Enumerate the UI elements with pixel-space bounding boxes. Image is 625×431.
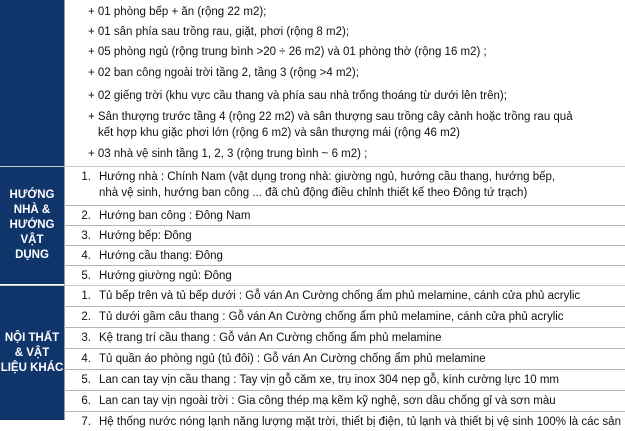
table-row: 5. Hướng giường ngủ: Đông bbox=[81, 269, 232, 282]
table-row: 4. Hướng cầu thang: Đông bbox=[81, 249, 223, 262]
table-row: 4. Tủ quần áo phòng ngủ (tủ đôi) : Gỗ ván An Cường chống ẩm phủ melamine bbox=[81, 352, 486, 365]
list-item: + 01 phòng bếp + ăn (rộng 22 m2); bbox=[88, 6, 267, 18]
list-item: + 02 giếng trời (khu vực cầu thang và phía sau nhà trống thoáng từ dưới lên trên); bbox=[88, 90, 507, 102]
table-row: 3. Kệ trang trí cầu thang : Gỗ ván An Cường chống ẩm phủ melamine bbox=[81, 331, 442, 344]
table-row: 1. Hướng nhà : Chính Nam (vật dụng trong nhà: giường ngủ, hướng cầu thang, hướng bếp, nhà vệ sinh, hướng ban công ... đã chủ động điều chỉnh thiết kế theo Đông tứ trạch) bbox=[81, 171, 556, 199]
top-section-label-cell bbox=[0, 0, 64, 166]
huong-section-label-cell bbox=[0, 167, 64, 284]
huong-section-label: HƯỚNG NHÀ & HƯỚNG VẬT DỤNG bbox=[9, 189, 55, 261]
list-item: + Sân thượng trước tầng 4 (rộng 22 m2) và sân thượng sau trồng cây cảnh hoặc trồng rau quả bbox=[88, 111, 573, 123]
noithat-section-label-cell bbox=[0, 286, 64, 420]
table-row: 7. Hệ thống nước nóng lạnh năng lượng mặt trời, thiết bị điện, tủ lạnh và thiết bị vệ sinh 100% là các sản bbox=[81, 415, 621, 428]
table-row: 5. Lan can tay vịn cầu thang : Tay vịn gỗ căm xe, trụ inox 304 nẹp gỗ, kính cường lực 10 mm bbox=[81, 373, 559, 386]
table-row: 2. Tủ dưới gầm câu thang : Gỗ ván An Cường chống ẩm phủ melamine, cánh cửa phủ acrylic bbox=[81, 310, 564, 323]
list-item: + 02 ban công ngoài trời tầng 2, tầng 3 (rộng >4 m2); bbox=[88, 67, 359, 79]
noithat-section-label: NỘI THẤT & VẬT LIỆU KHÁC bbox=[0, 331, 64, 374]
table-row: 1. Tủ bếp trên và tủ bếp dưới : Gỗ ván An Cường chống ẩm phủ melamine, cánh cửa phủ acrylic bbox=[81, 289, 581, 302]
list-item: + 03 nhà vệ sinh tầng 1, 2, 3 (rộng trung bình ~ 6 m2) ; bbox=[88, 148, 368, 160]
list-item: + 05 phòng ngủ (rộng trung bình >20 ÷ 26 m2) và 01 phòng thờ (rộng 16 m2) ; bbox=[88, 46, 487, 58]
list-item: + 01 sân phía sau trồng rau, giặt, phơi (rộng 8 m2); bbox=[88, 26, 350, 38]
table-row: 6. Lan can tay vịn ngoài trời : Gia công thép mạ kẽm kỹ nghệ, sơn dầu chống gỉ và sơn màu bbox=[81, 394, 556, 407]
table-row: 3. Hướng bếp: Đông bbox=[81, 229, 192, 242]
table-row: 2. Hướng ban công : Đông Nam bbox=[81, 209, 251, 222]
list-item-continuation: kết hợp khu giặc phơi lớn (rộng 6 m2) và sân thượng mái (rộng 46 m2) bbox=[98, 127, 460, 139]
